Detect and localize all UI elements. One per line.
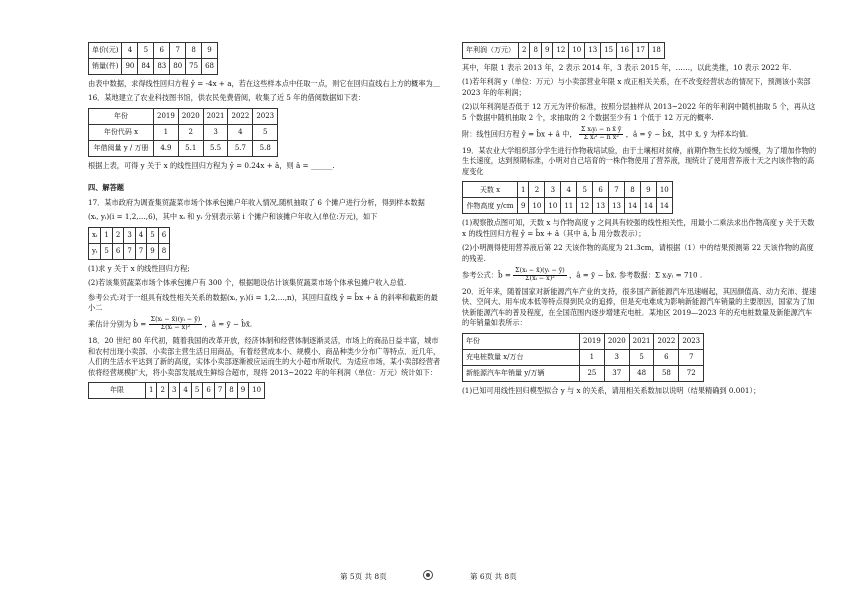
question-17-part-2: (2)若该集贸蔬菜市场个体承包摊户有 300 个，根据题设估计该集贸蔬菜市场个体承包摊户收入总值. — [88, 278, 407, 288]
table-cell: 14 — [640, 198, 656, 214]
table-cell: 2023 — [253, 108, 278, 124]
table-cell: 5 — [629, 349, 654, 365]
table-cell: 75 — [186, 59, 202, 75]
table-row — [89, 140, 278, 156]
table-row — [89, 243, 170, 259]
table-cell: 5 — [101, 243, 112, 259]
table-cell: 2022 — [228, 108, 253, 124]
table-row — [89, 59, 218, 75]
table-cell: 5 — [191, 382, 202, 398]
table-cell: 13 — [609, 198, 625, 214]
table-cell: 83 — [154, 59, 170, 75]
table-cell: 2022 — [654, 333, 679, 349]
table-row — [463, 43, 665, 59]
table-cell: 5 — [138, 43, 154, 59]
table-cell: 80 — [170, 59, 186, 75]
table-cell: 16 — [617, 43, 633, 59]
table-cell: 9 — [541, 43, 552, 59]
fraction-numerator: Σ(xᵢ − x̄)(yᵢ − ȳ) — [150, 316, 201, 324]
table-cell: 2 — [529, 182, 545, 198]
table-cell: 18 — [648, 43, 664, 59]
table-cell: 72 — [679, 365, 704, 381]
formula-text: 乘估计分别为 b̂ = — [88, 319, 147, 329]
table-cell: 2 — [157, 382, 168, 398]
table-cell: 6 — [158, 227, 169, 243]
table-cell: 8 — [186, 43, 202, 59]
table-cell: 84 — [138, 59, 154, 75]
table-cell: 7 — [679, 349, 704, 365]
table-cell: 7 — [214, 382, 225, 398]
formula-text: 参考公式：b̂ = — [462, 270, 511, 280]
question-17-part-1: (1)求 y 关于 x 的线性回归方程; — [88, 263, 190, 273]
table-cell: 90 — [122, 59, 138, 75]
table-cell: 5 — [147, 227, 158, 243]
table-cell: 12 — [553, 43, 569, 59]
table-cell: 2019 — [154, 108, 179, 124]
table-cell: 3 — [203, 124, 228, 140]
table-cell: 4 — [561, 182, 577, 198]
question-17-reference: 参考公式:对于一组具有线性相关关系的数据(xᵢ, yᵢ)(i = 1,2,…,n)，其回归直线 ŷ = b̂x + â 的斜率和截距的最小二 — [88, 292, 438, 312]
fraction-numerator: Σ(xᵢ − x̄)(yᵢ − ȳ) — [515, 267, 565, 275]
table-cell: 销量(件) — [89, 59, 122, 75]
table-cell: 1 — [146, 382, 157, 398]
table-cell: 9 — [237, 382, 248, 398]
formula-fraction — [579, 127, 624, 142]
table-cell: 5.1 — [178, 140, 203, 156]
formula-fraction — [149, 317, 203, 332]
table-cell: 2020 — [178, 108, 203, 124]
table-cell: 2020 — [604, 333, 629, 349]
table-cell: 3 — [124, 227, 135, 243]
table-cell: 充电桩数量 x/万台 — [463, 349, 580, 365]
table-cell: 10 — [529, 198, 545, 214]
question-19-reference — [462, 268, 817, 283]
table-cell: 1 — [154, 124, 179, 140]
charging-pile-table — [462, 333, 704, 382]
question-17-formula — [88, 317, 443, 332]
table-cell: 9 — [518, 198, 529, 214]
table-cell: 年份 — [463, 333, 580, 349]
question-19: 19．某农业大学组织部分学生进行作物栽培试验，由于土壤相对贫瘠，前期作物生长较为缓慢，为了增加作物的生长速度，达到预期标准，小明对自己培育的一株作物使用了营养液，现统计了使用营养液十天之内该作物的高度变化 — [462, 146, 817, 176]
formula-fraction — [513, 268, 567, 283]
table-row — [89, 124, 278, 140]
section-heading: 四、解答题 — [88, 183, 124, 193]
table-cell: 14 — [625, 198, 641, 214]
table-cell: 1 — [518, 182, 529, 198]
table-cell: 2019 — [580, 333, 605, 349]
table-cell: 13 — [585, 43, 601, 59]
borrowing-table — [88, 108, 278, 157]
table-row — [463, 365, 704, 381]
formula-text: ，â = ȳ − b̂x̄. — [204, 319, 253, 329]
table-cell: 3 — [545, 182, 561, 198]
question-19-part-2: (2)小明测得使用营养液后第 22 天该作物的高度为 21.3cm，请根据（1）中的结果预测第 22 天该作物的高度的残差. — [462, 243, 814, 263]
question-19-part-1: (1)观察散点图可知，天数 x 与作物高度 y 之间具有较强的线性相关性，用最小二乘法求出作物高度 y 关于天数 x 的线性回归方程 ŷ = b̂x + â（其中 â, b̂ 用分数表示）； — [462, 218, 815, 238]
table-cell: 25 — [580, 365, 605, 381]
table-cell: 8 — [530, 43, 541, 59]
table-cell: 年份代码 x — [89, 124, 154, 140]
years-table — [88, 382, 265, 399]
table-cell: xᵢ — [89, 227, 101, 243]
fraction-denominator: Σ(xᵢ − x̄)² — [160, 324, 191, 332]
table-cell: 2023 — [679, 333, 704, 349]
question-20-part-1: (1)已知可用线性回归模型拟合 y 与 x 的关系，请用相关系数加以说明（结果精确到 0.001）； — [462, 385, 761, 395]
table-cell: 年限 — [89, 382, 146, 398]
table-cell: 年份 — [89, 108, 154, 124]
table-cell: 年利润（万元） — [463, 43, 519, 59]
left-column — [88, 40, 443, 403]
page-number-right: 第 6页 共 8页 — [470, 572, 517, 581]
table-cell: 7 — [124, 243, 135, 259]
table-cell: 10 — [569, 43, 585, 59]
table-cell: 10 — [545, 198, 561, 214]
table-cell: 11 — [561, 198, 577, 214]
table-cell: 5 — [577, 182, 593, 198]
table-cell: 6 — [112, 243, 123, 259]
table-cell: 10 — [656, 182, 672, 198]
binding-mark-icon — [423, 570, 433, 580]
table-cell: yᵢ — [89, 243, 101, 259]
question-17-intro: 17．某市政府为调查集贸蔬菜市场个体承包摊户年收入情况,随机抽取了 6 个摊户进行分析，得到样本数据 — [88, 197, 425, 207]
table-row — [463, 198, 673, 214]
table-cell: 单价(元) — [89, 43, 122, 59]
table-cell: 17 — [633, 43, 649, 59]
table-cell: 3 — [604, 349, 629, 365]
table-cell: 6 — [203, 382, 214, 398]
table-cell: 7 — [609, 182, 625, 198]
table-cell: 1 — [580, 349, 605, 365]
table-cell: 7 — [170, 43, 186, 59]
table-cell: 48 — [629, 365, 654, 381]
formula-text: 附：线性回归方程 ŷ = b̂x + â 中， — [462, 129, 577, 139]
vendor-income-table — [88, 227, 170, 260]
table-cell: 2021 — [203, 108, 228, 124]
table-cell: 2 — [178, 124, 203, 140]
question-20: 20．近年来，随着国家对新能源汽车产业的支持，很多国产新能源汽车迅速崛起，其因颜值高、动力充沛、提速快、空间大、用车成本低等特点得到民众的追捧，但是充电难成为影响新能源汽车销量的主要原因，国家为了加快新能源汽车的普及程度，在全国范围内逐步增建充电桩．某地区 2019—2023 年的充电桩数量及新能源汽车的年销量如表所示： — [462, 286, 817, 328]
table-cell: 4 — [135, 227, 146, 243]
right-column — [462, 40, 817, 400]
profit-table — [462, 42, 665, 59]
table-cell: 6 — [593, 182, 609, 198]
table-cell: 15 — [601, 43, 617, 59]
formula-text: ，â = ȳ − b̂x̄，其中 x̄, ȳ 为样本均值. — [625, 129, 749, 139]
question-16-end: 根据上表，可得 y 关于 x 的线性回归方程为 ŷ = 0.24x + â，则 â = ______. — [88, 160, 335, 170]
table-cell: 2 — [112, 227, 123, 243]
price-sales-table — [88, 42, 218, 75]
table-row — [463, 349, 704, 365]
formula-text: ，â = ȳ − b̂x̄. 参考数据：Σ xᵢyᵢ = 710 . — [569, 270, 703, 280]
table-cell: 13 — [593, 198, 609, 214]
table-row — [89, 108, 278, 124]
table-cell: 8 — [625, 182, 641, 198]
table-row — [463, 333, 704, 349]
table-cell: 7 — [135, 243, 146, 259]
table-cell: 4 — [180, 382, 191, 398]
table-cell: 6 — [654, 349, 679, 365]
table-cell: 5.7 — [228, 140, 253, 156]
table-cell: 4.9 — [154, 140, 179, 156]
table-cell: 年借阅量 y / 万册 — [89, 140, 154, 156]
table-cell: 6 — [154, 43, 170, 59]
table-cell: 5.5 — [203, 140, 228, 156]
table-row — [463, 182, 673, 198]
table-cell: 8 — [226, 382, 237, 398]
table-cell: 4 — [122, 43, 138, 59]
table-row — [89, 227, 170, 243]
fraction-numerator: Σ xᵢyᵢ − n x̄ ȳ — [580, 126, 622, 134]
table-cell: 4 — [228, 124, 253, 140]
table-cell: 58 — [654, 365, 679, 381]
page-number-left: 第 5页 共 8页 — [340, 572, 387, 581]
question-17-data: (xᵢ, yᵢ)(i = 1,2,…,6)，其中 xᵢ 和 yᵢ 分别表示第 i 个摊户和该摊户年收入(单位:万元)，如下 — [88, 212, 378, 222]
table-cell: 14 — [656, 198, 672, 214]
table-cell: 1 — [101, 227, 112, 243]
table-cell: 68 — [202, 59, 218, 75]
fraction-denominator: Σ(xᵢ − x̄)² — [525, 275, 555, 283]
question-18-part-2: (2)以年利润是否低于 12 万元为评价标准，按照分层抽样从 2013~2022 年的年利润中随机抽取 5 个，再从这 5 个数据中随机抽取 2 个，求抽取的 2 个数据至少有 1 个低于 12 万元的概率. — [462, 102, 816, 122]
table-cell: 9 — [147, 243, 158, 259]
table-cell: 9 — [202, 43, 218, 59]
table-cell: 8 — [158, 243, 169, 259]
table-cell: 天数 x — [463, 182, 518, 198]
table-cell: 新能源汽车年销量 y/万辆 — [463, 365, 580, 381]
table-cell: 9 — [640, 182, 656, 198]
crop-height-table — [462, 181, 673, 214]
table-cell: 10 — [249, 382, 265, 398]
question-15-end: 由表中数据，求得线性回归方程 ŷ = -4x + a，若在这些样本点中任取一点，则它在回归直线右上方的概率为＿ — [88, 79, 440, 88]
table-cell: 37 — [604, 365, 629, 381]
question-18: 18．20 世纪 80 年代初，随着我国的改革开放，经济体制和经营体制逐渐灵活，市场上的商品日益丰富，城市和农村出现小卖部．小卖部主营生活日用商品，有着经营成本小、规模小、商品种类少分布广等特点．近几年，人们的生活水平达到了新的高度，实体小卖部逐渐被应运而生的大小超市所取代．为适应市场，某小卖部经营者依将经营规模扩大，将小卖部发展成生鲜综合超市，现将 2013~2022 年的年利润（单位：万元）统计如下： — [88, 336, 441, 377]
table-cell: 3 — [168, 382, 179, 398]
table-cell: 5.8 — [253, 140, 278, 156]
table-cell: 2021 — [629, 333, 654, 349]
table-cell: 作物高度 y/cm — [463, 198, 518, 214]
table-cell: 12 — [577, 198, 593, 214]
table-cell: 2 — [519, 43, 530, 59]
question-16: 16．某地建立了农业科技图书馆，供农民免费借阅，收集了近 5 年的借阅数据如下表： — [88, 93, 366, 103]
fraction-denominator: Σ xᵢ² − n x̄² — [583, 134, 619, 142]
table-row — [89, 382, 265, 398]
question-18-appendix — [462, 127, 817, 142]
question-18-part-1: (1)若年利润 y（单位：万元）与小卖部营业年限 x 成正相关关系，在不改变经营状态的情况下，预测该小卖部 2023 年的年利润； — [462, 77, 811, 97]
table-cell: 5 — [253, 124, 278, 140]
table-row — [89, 43, 218, 59]
year-mapping-note: 其中，年限 1 表示 2013 年，2 表示 2014 年，3 表示 2015 年，……，以此类推，10 表示 2022 年. — [462, 63, 792, 72]
